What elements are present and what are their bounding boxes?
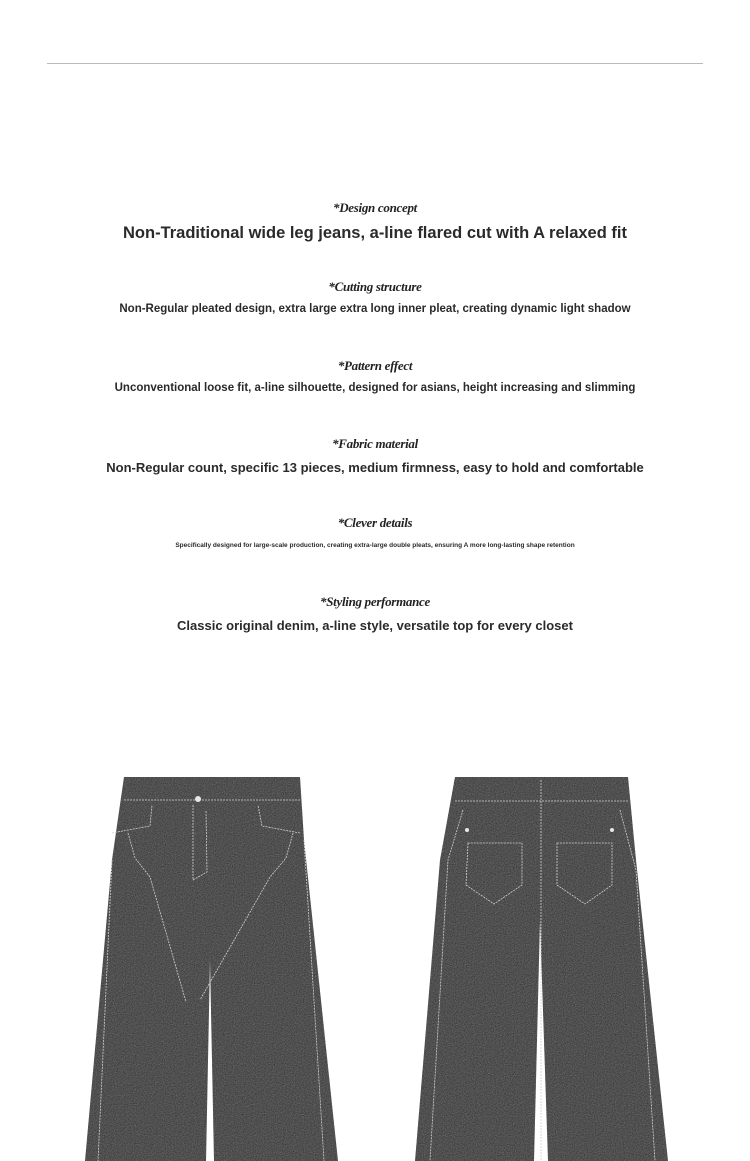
section-heading: *Pattern effect [337, 358, 413, 373]
button-icon [195, 796, 201, 802]
section-heading: *Styling performance [320, 594, 430, 609]
section-heading: *Fabric material [332, 436, 418, 451]
section-heading: *Design concept [333, 200, 417, 215]
section-text: Non-Regular count, specific 13 pieces, medium firmness, easy to hold and comfortable [106, 460, 644, 475]
jeans-back-image [415, 777, 668, 1161]
rivet-icon [465, 828, 469, 832]
jeans-front-image [85, 777, 338, 1161]
section-text: Classic original denim, a-line style, versatile top for every closet [177, 618, 573, 633]
section-text: Non-Traditional wide leg jeans, a-line flared cut with A relaxed fit [123, 224, 627, 242]
section-text: Non-Regular pleated design, extra large extra long inner pleat, creating dynamic light shadow [119, 303, 631, 315]
rivet-icon [610, 828, 614, 832]
section-heading: *Clever details [337, 515, 413, 530]
section-text: Unconventional loose fit, a-line silhouette, designed for asians, height increasing and slimming [114, 382, 636, 394]
section-heading: *Cutting structure [328, 279, 422, 294]
section-text: Specifically designed for large-scale production, creating extra-large double pleats, ensuring A more long-lasting shape retention [175, 542, 575, 549]
